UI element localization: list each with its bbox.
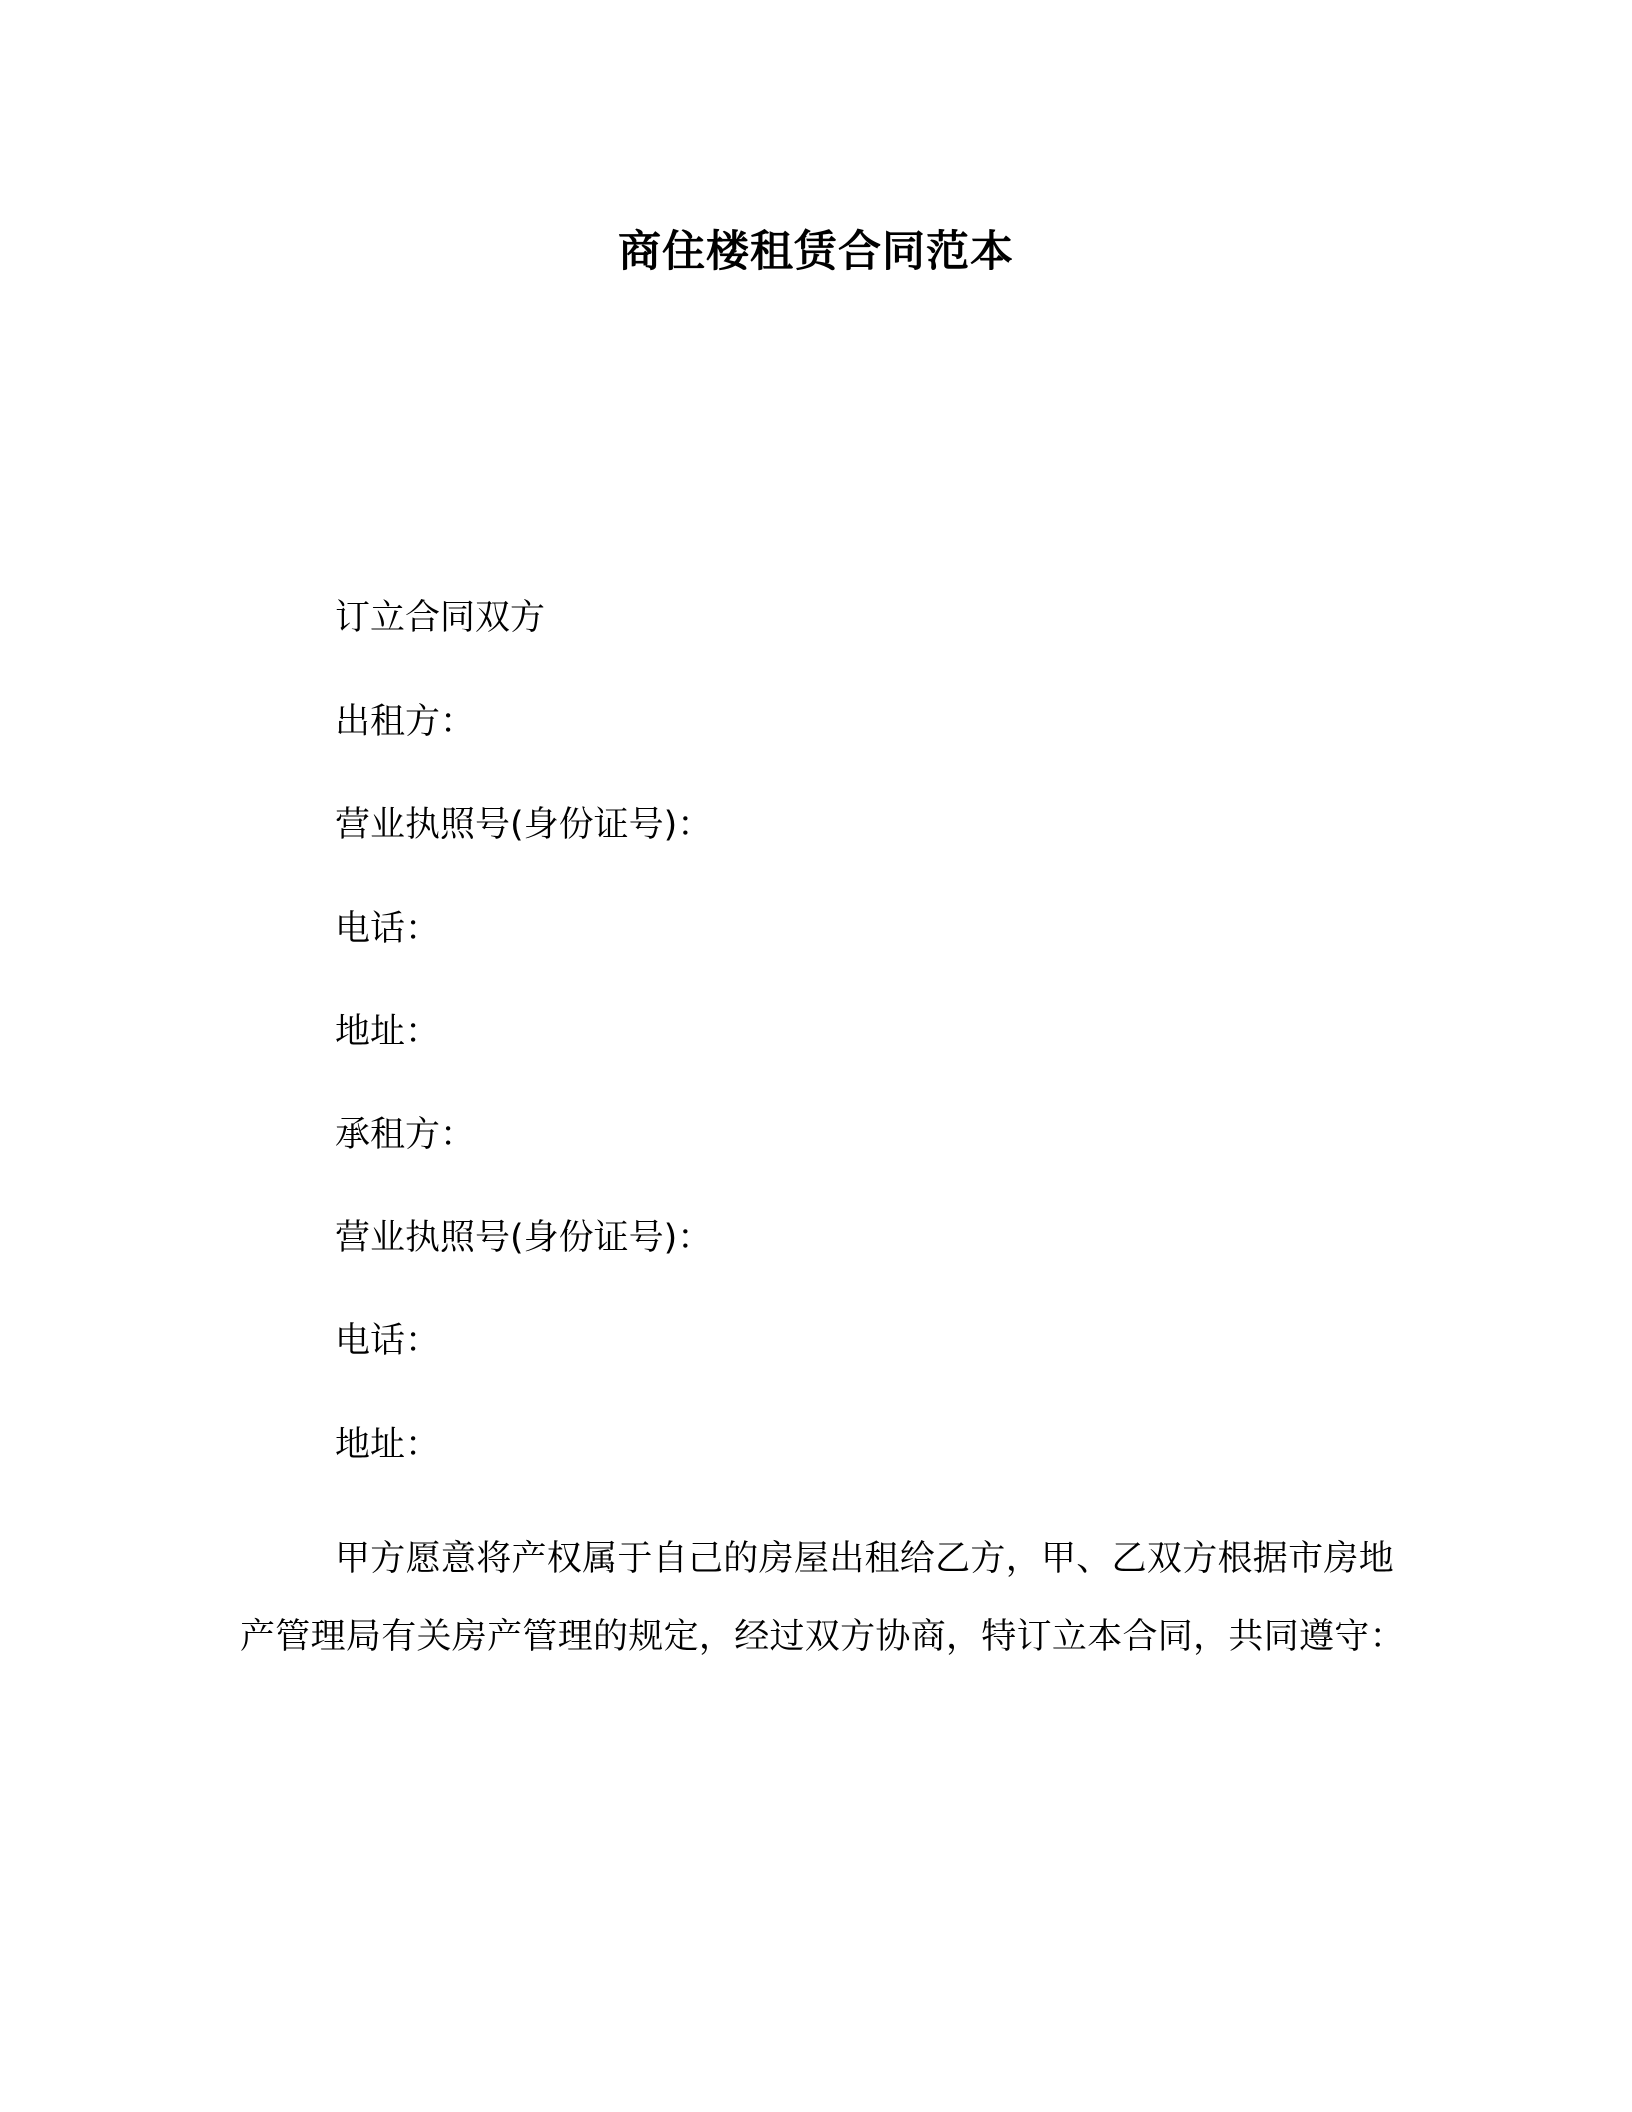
field-lessor-phone: 电话：: [335, 909, 441, 949]
field-lessee: 承租方：: [335, 1115, 476, 1155]
body-paragraph: 甲方愿意将产权属于自己的房屋出租给乙方，甲、乙双方根据市房地产管理局有关房产管理的规定，经过双方协商，特订立本合同，共同遵守：: [240, 1539, 1405, 1657]
section-heading-parties: 订立合同双方: [335, 598, 546, 638]
field-lessee-address: 地址：: [335, 1425, 441, 1465]
page-title: 商住楼租赁合同范本: [618, 227, 1014, 277]
field-lessor-address: 地址：: [335, 1012, 441, 1052]
field-lessor: 出租方：: [335, 702, 476, 742]
field-lessee-phone: 电话：: [335, 1321, 441, 1361]
field-lessee-license: 营业执照号(身份证号)：: [335, 1218, 713, 1258]
field-lessor-license: 营业执照号(身份证号)：: [335, 805, 713, 845]
